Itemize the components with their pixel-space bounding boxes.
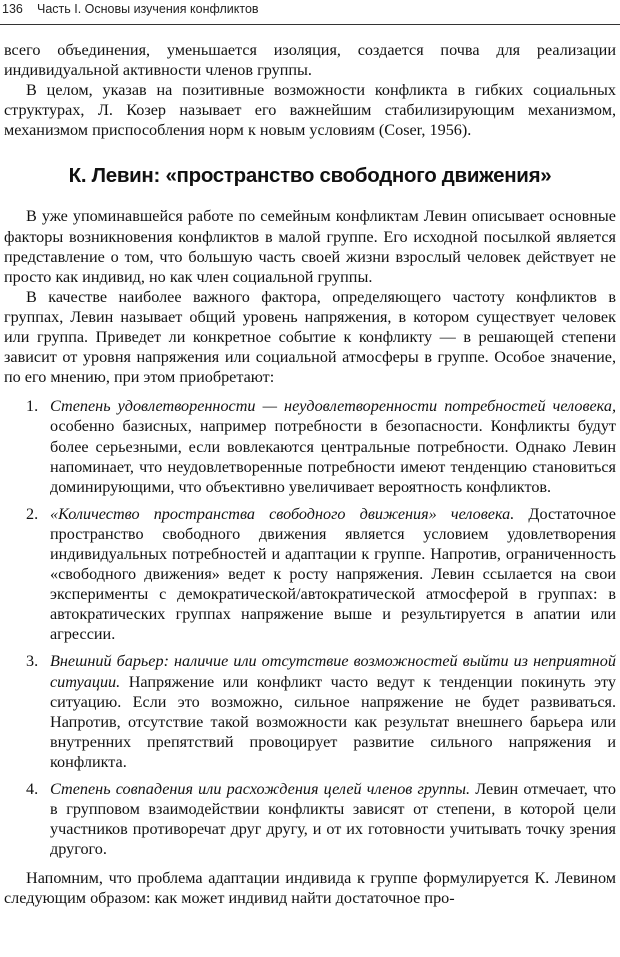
list-item-text: Напряжение или конфликт часто ведут к тенденции покинуть эту ситуацию. Если это возможно, сильное напряжение не будет развиваться. Напротив, отсутствие такой возможности как результат внешнего барьера или внутренних препятствий провоцирует развитие сильного напряжения и конфликта. [50, 672, 616, 771]
running-title: Часть I. Основы изучения конфликтов [37, 2, 259, 16]
list-item-text: Левин отмечает, что в групповом взаимодействии конфликты зависят от степени, в которой цели участников противоречат друг другу, и от их готовности учитывать точку зрения другого. [50, 780, 616, 859]
paragraph: В уже упоминавшейся работе по семейным конфликтам Левин описывает основные факторы возникновения конфликтов в малой группе. Его исходной посылкой является представление о том, что большую часть своей жизни взрослый человек действует не просто как индивид, но как член социальной группы. [4, 207, 616, 286]
page-number: 136 [2, 2, 23, 16]
list-item [4, 651, 616, 772]
page-body [4, 40, 616, 909]
paragraph: В качестве наиболее важного фактора, определяющего частоту конфликтов в группах, Левин называет общий уровень напряжения, в котором существует человек или группа. Приведет ли конкретное событие к конфликту — в решающей степени зависит от уровня напряжения или социальной атмосферы в группе. Особое значение, по его мнению, при этом приобретают: [4, 287, 616, 387]
list-item [4, 779, 616, 859]
list-item [4, 504, 616, 645]
paragraph-continued: всего объединения, уменьшается изоляция, создается почва для реализации индивидуальной активности членов группы. [4, 41, 616, 80]
list-item-lead: Степень совпадения или расхождения целей членов группы. [50, 780, 471, 798]
list-item-lead: Внешний барьер: наличие или отсутствие возможностей выйти из неприятной ситуации. [50, 652, 616, 691]
list-number: 2. [26, 504, 39, 523]
section-heading: К. Левин: «пространство свободного движения» [68, 164, 552, 188]
paragraph-final: Напомним, что проблема адаптации индивида к группе формулируется К. Левином следующим образом: как может индивид найти достаточное про- [4, 869, 616, 908]
list-item-text: Достаточное пространство свободного движения является условием удовлетворения индивидуальных потребностей и адаптации к группе. Напротив, ограниченность «свободного движения» ведет к росту напряжения. Левин ссылается на свои эксперименты с демократической/автократической атмосферой в группах: в автократических группах напряжение выше и результируется в апатии или агрессии. [50, 504, 616, 644]
list-number: 4. [26, 780, 39, 798]
paragraph: В целом, указав на позитивные возможности конфликта в гибких социальных структурах, Л. Козер называет его важнейшим стабилизирующим механизмом, механизмом приспособления норм к новым условиям (Coser, 1956). [4, 81, 616, 140]
list-number: 1. [26, 397, 39, 416]
list-item-lead: «Количество пространства свободного движения» человека. [50, 504, 515, 523]
running-header [0, 2, 620, 25]
list-item-lead: Степень удовлетворенности — неудовлетворенности потребностей человека, [50, 397, 616, 416]
list-item [4, 396, 616, 496]
list-item-text: особенно базисных, например потребности в безопасности. Конфликты будут более серьезными, если вовлекаются центральные потребности. Однако Левин напоминает, что неудовлетворенные потребности имеют тенденцию становиться доминирующими, что объективно увеличивает вероятность конфликтов. [50, 417, 616, 496]
list-number: 3. [26, 652, 39, 671]
